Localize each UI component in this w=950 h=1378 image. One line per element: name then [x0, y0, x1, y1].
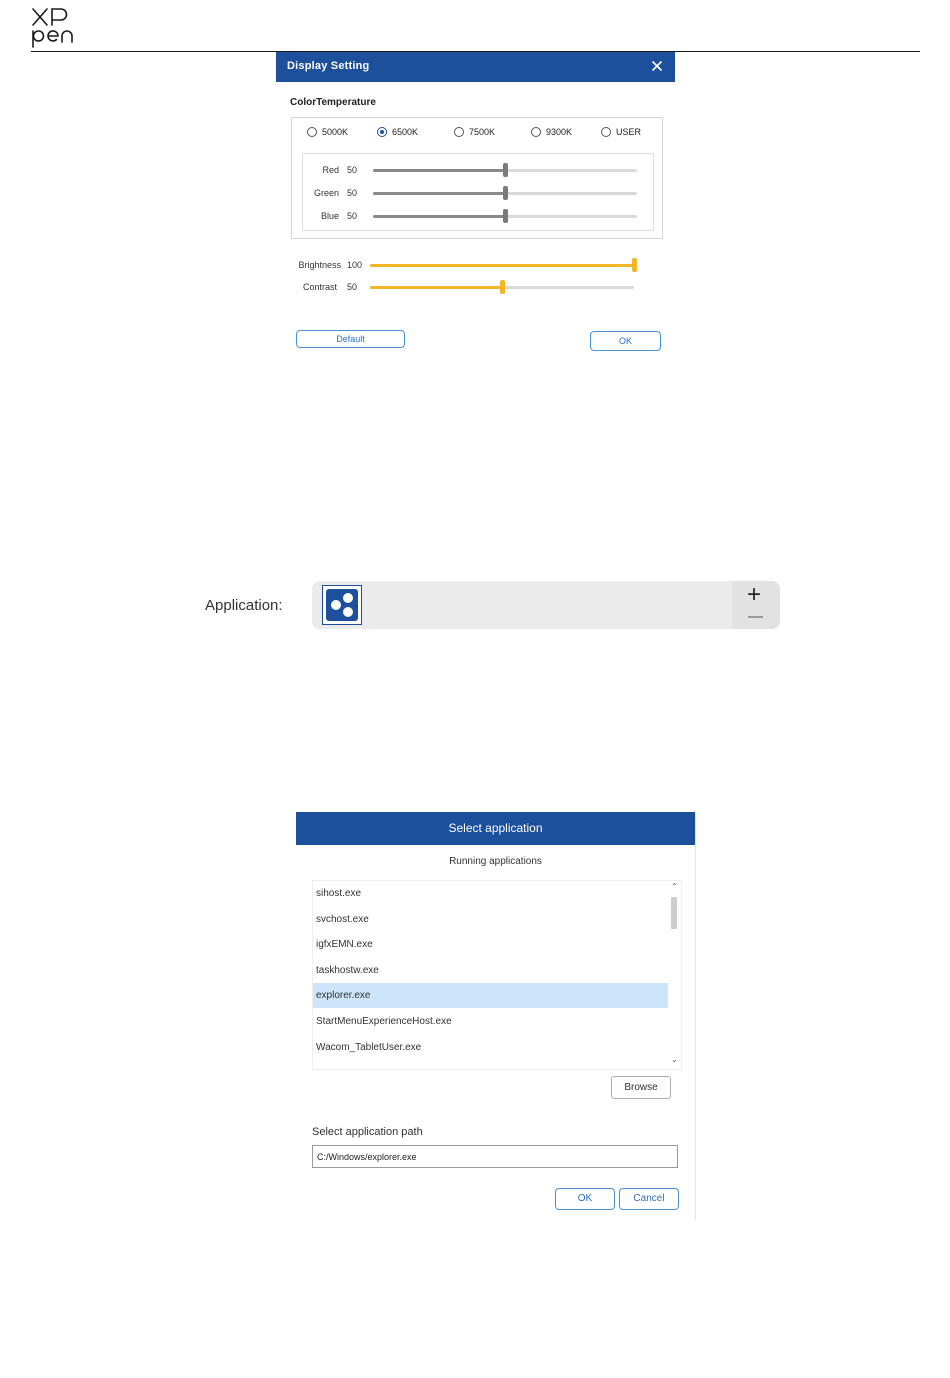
blue-slider-row [303, 208, 653, 224]
list-item[interactable]: Wacom_TabletUser.exe [316, 1042, 422, 1053]
red-label: Red [322, 165, 339, 175]
blue-slider[interactable] [373, 215, 637, 218]
green-slider[interactable] [373, 192, 637, 195]
slider-fill [373, 192, 505, 195]
dialog-title-bar [276, 52, 675, 82]
color-temperature-group [291, 117, 663, 239]
minus-icon[interactable] [748, 616, 763, 618]
slider-fill [370, 264, 634, 267]
contrast-value: 50 [347, 282, 358, 292]
green-value: 50 [347, 188, 358, 198]
slider-fill [373, 169, 505, 172]
list-item[interactable]: StartMenuExperienceHost.exe [316, 1016, 452, 1027]
slider-handle[interactable] [503, 209, 508, 223]
xppen-logo [31, 6, 77, 48]
contrast-label: Contrast [302, 282, 337, 292]
brightness-label: Brightness [298, 260, 341, 270]
add-remove-controls [732, 581, 780, 629]
red-slider-row [303, 162, 653, 178]
path-label: Select application path [312, 1126, 423, 1138]
radio-icon [531, 127, 541, 137]
scrollbar-thumb[interactable] [671, 897, 677, 929]
rgb-slider-group [302, 153, 654, 231]
slider-handle[interactable] [503, 163, 508, 177]
slider-handle[interactable] [500, 280, 505, 294]
radio-6500k[interactable]: 6500K [377, 127, 418, 137]
cancel-button[interactable]: Cancel [619, 1188, 679, 1210]
slider-handle[interactable] [632, 258, 637, 272]
brightness-row [292, 257, 642, 273]
brightness-slider[interactable] [370, 264, 634, 267]
plus-icon[interactable]: + [747, 581, 762, 608]
chevron-up-icon[interactable]: ⌃ [671, 882, 678, 891]
red-slider[interactable] [373, 169, 637, 172]
radio-user[interactable]: USER [601, 127, 641, 137]
list-item-selected[interactable]: explorer.exe [313, 983, 668, 1008]
radio-9300k[interactable]: 9300K [531, 127, 572, 137]
green-label: Green [313, 188, 339, 198]
close-icon[interactable] [651, 59, 663, 71]
contrast-row [292, 279, 642, 295]
list-item[interactable]: igfxEMN.exe [316, 939, 373, 950]
green-slider-row [303, 185, 653, 201]
brightness-value: 100 [347, 260, 363, 270]
display-setting-dialog [276, 52, 675, 358]
radio-icon [601, 127, 611, 137]
radio-5000k[interactable]: 5000K [307, 127, 348, 137]
browse-button[interactable]: Browse [611, 1076, 671, 1099]
radio-icon [307, 127, 317, 137]
list-scrollbar[interactable] [669, 881, 681, 1069]
select-application-title: Select application [296, 812, 695, 845]
list-item[interactable]: sihost.exe [316, 888, 362, 899]
blue-label: Blue [320, 211, 339, 221]
blue-value: 50 [347, 211, 358, 221]
ok-button[interactable]: OK [555, 1188, 615, 1210]
contrast-slider[interactable] [370, 286, 634, 289]
list-item[interactable]: taskhostw.exe [316, 965, 379, 976]
application-bar [312, 581, 780, 629]
all-apps-icon [326, 589, 358, 621]
slider-fill [373, 215, 505, 218]
radio-selected-icon [377, 127, 387, 137]
list-item[interactable]: svchost.exe [316, 914, 369, 925]
radio-7500k[interactable]: 7500K [454, 127, 495, 137]
radio-icon [454, 127, 464, 137]
slider-fill [370, 286, 502, 289]
dialog-title: Display Setting [287, 60, 370, 72]
slider-handle[interactable] [503, 186, 508, 200]
red-value: 50 [347, 165, 358, 175]
chevron-down-icon[interactable]: ⌄ [671, 1055, 678, 1064]
default-button[interactable]: Default [296, 330, 405, 348]
application-path-input[interactable]: C:/Windows/explorer.exe [312, 1145, 678, 1168]
ok-button[interactable]: OK [590, 331, 661, 351]
application-label: Application: [205, 597, 283, 614]
application-tile[interactable] [322, 585, 362, 625]
running-applications-label: Running applications [449, 856, 542, 867]
select-application-dialog [296, 812, 696, 1220]
running-applications-list[interactable] [312, 880, 682, 1070]
color-temperature-label: ColorTemperature [290, 97, 376, 108]
